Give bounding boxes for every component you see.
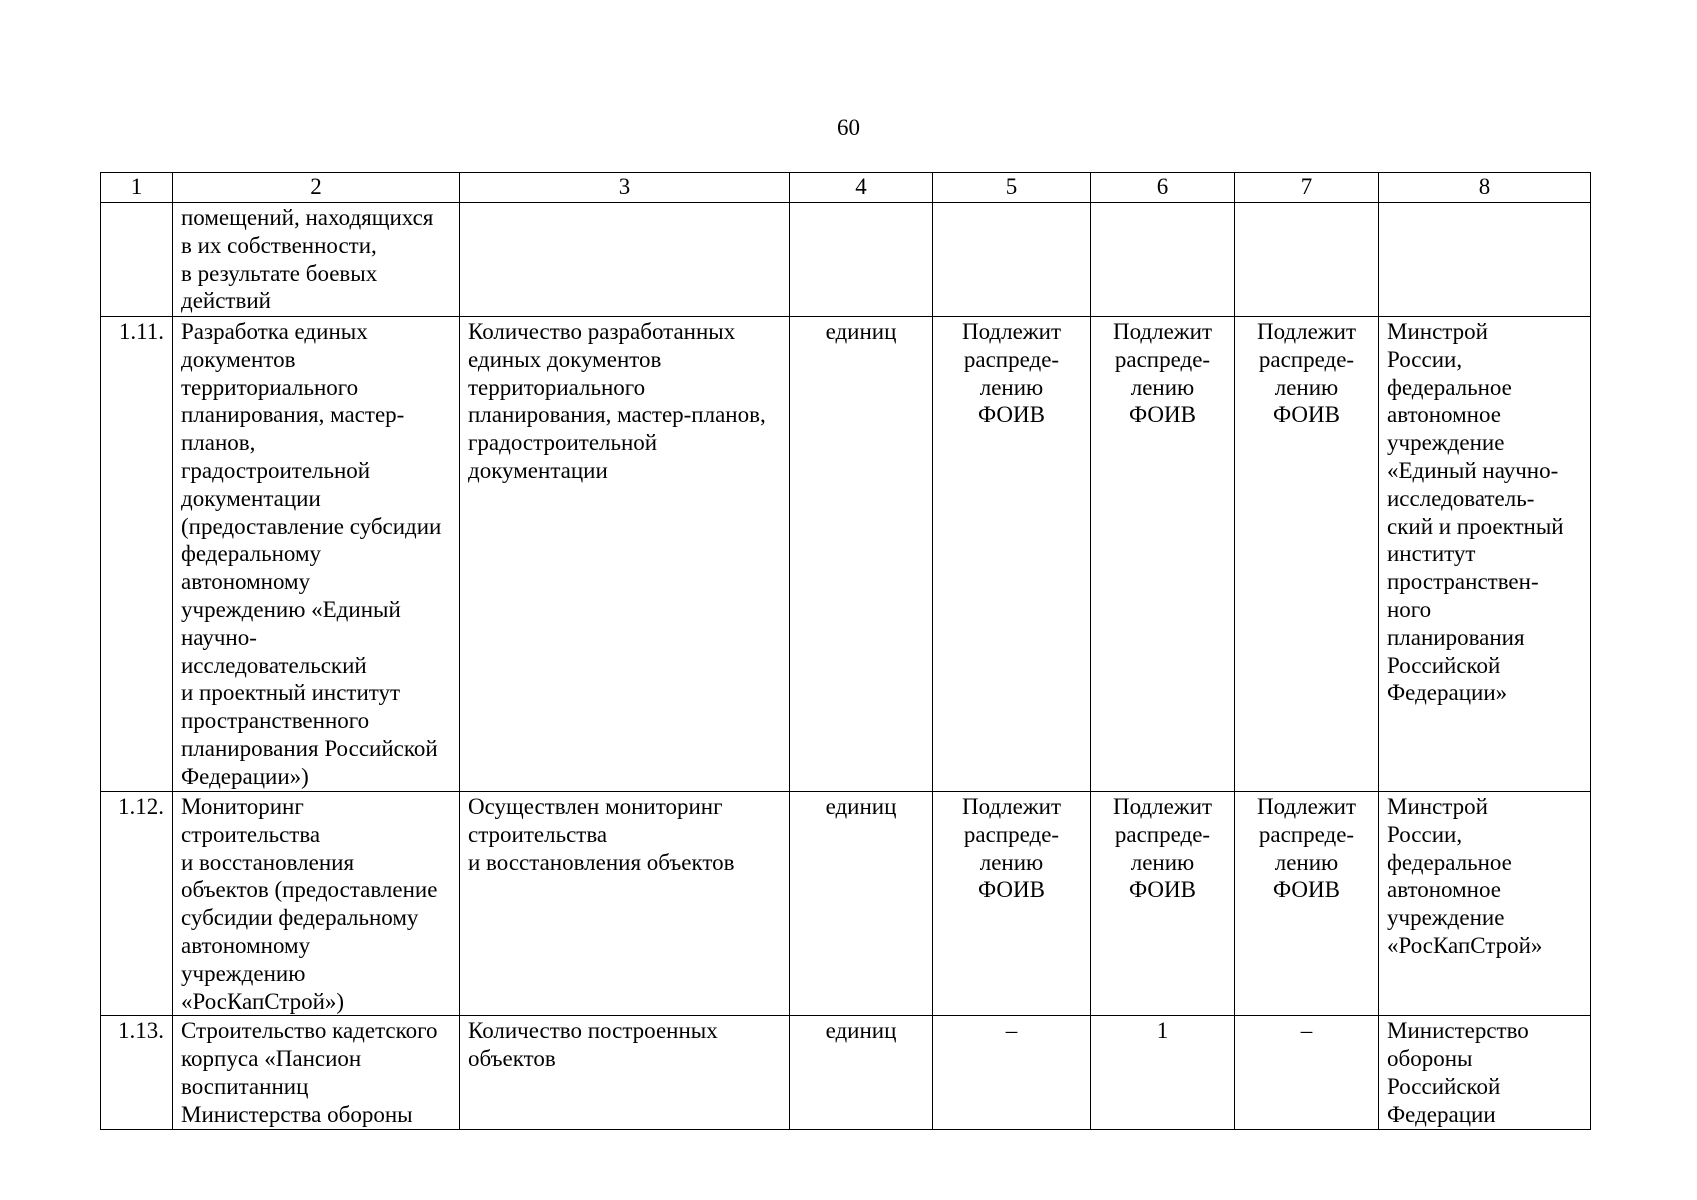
table-row xyxy=(101,317,1591,792)
cell-number: 1.13. xyxy=(101,1016,173,1130)
cell-number: 1.11. xyxy=(101,317,173,792)
cell-responsible: Минстрой России, федеральное автономное учреждение «РосКапСтрой» xyxy=(1379,792,1591,1016)
cell-activity-name: Мониторинг строительства и восстановления объектов (предоставление субсидии федеральному автономному учреждению «РосКапСтрой») xyxy=(173,792,460,1016)
cell-activity-name: помещений, находящихся в их собственности, в результате боевых действий xyxy=(173,203,460,317)
cell-unit xyxy=(790,203,933,317)
cell-unit: единиц xyxy=(790,317,933,792)
cell-number xyxy=(101,203,173,317)
table-header-row xyxy=(101,173,1591,203)
column-header: 6 xyxy=(1091,173,1235,203)
page-number: 60 xyxy=(837,115,860,140)
column-header: 3 xyxy=(460,173,790,203)
table-row xyxy=(101,1016,1591,1130)
cell-indicator xyxy=(460,203,790,317)
cell-value-7: Подлежит распреде- лению ФОИВ xyxy=(1235,792,1379,1016)
cell-activity-name: Разработка единых документов территориального планирования, мастер- планов, градостроительной документации (предоставление субсидии федеральному автономному учреждению «Единый научно- исследовательский и проектный институт пространственного планирования Российской Федерации») xyxy=(173,317,460,792)
cell-indicator: Осуществлен мониторинг строительства и восстановления объектов xyxy=(460,792,790,1016)
cell-value-5: Подлежит распреде- лению ФОИВ xyxy=(933,317,1091,792)
cell-value-6: Подлежит распреде- лению ФОИВ xyxy=(1091,792,1235,1016)
column-header: 1 xyxy=(101,173,173,203)
cell-value-5 xyxy=(933,203,1091,317)
table-row xyxy=(101,792,1591,1016)
cell-unit: единиц xyxy=(790,1016,933,1130)
cell-responsible: Минстрой России, федеральное автономное учреждение «Единый научно- исследователь- ский и проектный институт пространствен- ного планирования Российской Федерации» xyxy=(1379,317,1591,792)
column-header: 8 xyxy=(1379,173,1591,203)
column-header: 5 xyxy=(933,173,1091,203)
data-table xyxy=(100,172,1591,1130)
cell-value-6: Подлежит распреде- лению ФОИВ xyxy=(1091,317,1235,792)
cell-value-6: 1 xyxy=(1091,1016,1235,1130)
cell-value-5: – xyxy=(933,1016,1091,1130)
cell-value-6 xyxy=(1091,203,1235,317)
cell-value-7: – xyxy=(1235,1016,1379,1130)
cell-indicator: Количество разработанных единых документов территориального планирования, мастер-планов, градостроительной документации xyxy=(460,317,790,792)
cell-activity-name: Строительство кадетского корпуса «Пансион воспитанниц Министерства обороны xyxy=(173,1016,460,1130)
cell-value-5: Подлежит распреде- лению ФОИВ xyxy=(933,792,1091,1016)
cell-responsible: Министерство обороны Российской Федерации xyxy=(1379,1016,1591,1130)
table-row xyxy=(101,203,1591,317)
column-header: 4 xyxy=(790,173,933,203)
cell-indicator: Количество построенных объектов xyxy=(460,1016,790,1130)
cell-value-7 xyxy=(1235,203,1379,317)
cell-unit: единиц xyxy=(790,792,933,1016)
column-header: 2 xyxy=(173,173,460,203)
cell-value-7: Подлежит распреде- лению ФОИВ xyxy=(1235,317,1379,792)
cell-responsible xyxy=(1379,203,1591,317)
cell-number: 1.12. xyxy=(101,792,173,1016)
column-header: 7 xyxy=(1235,173,1379,203)
